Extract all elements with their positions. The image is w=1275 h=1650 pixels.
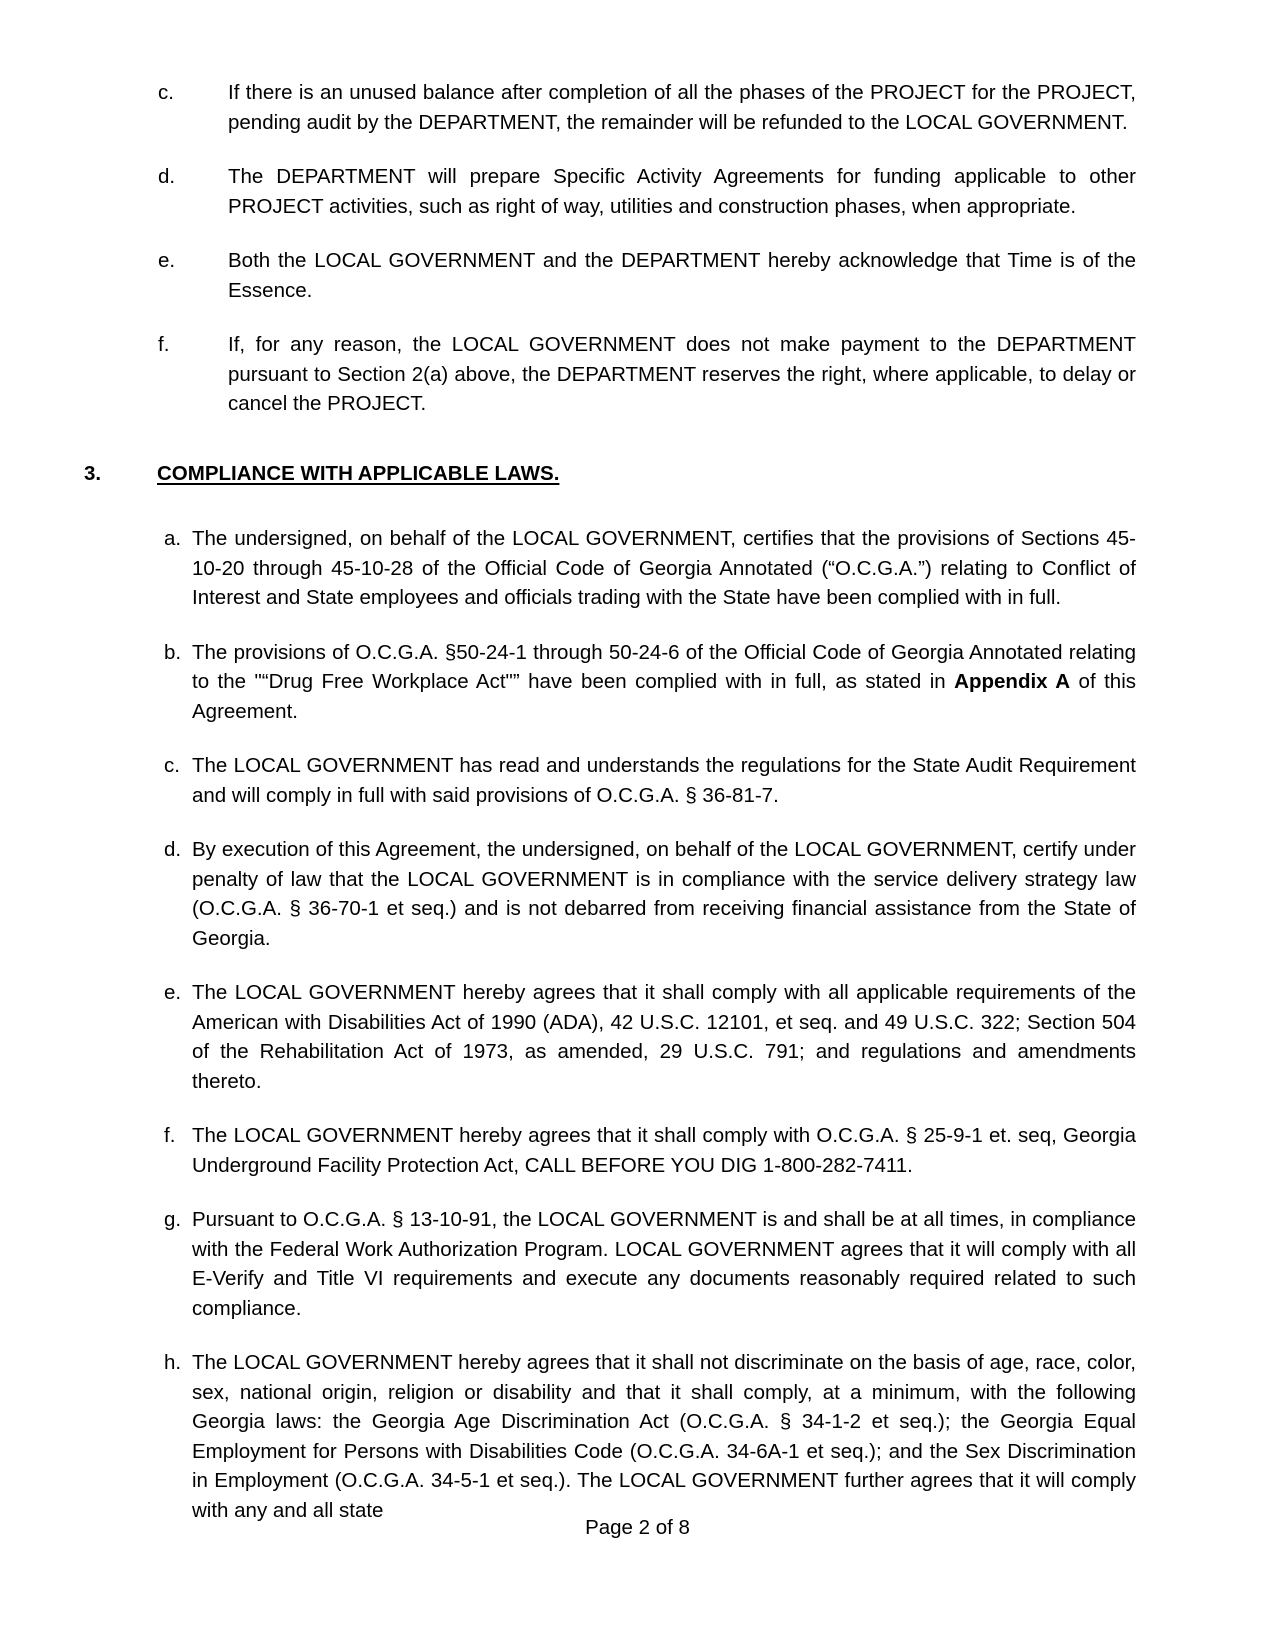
list-item: b. The provisions of O.C.G.A. §50-24-1 through 50-24-6 of the Official Code of Georgia Annotated relating to the "“Drug Free Workplace Act"” have been complied with in full, as stated in Appendix A of this Agreement. [164, 640, 1137, 723]
list-item-text: The LOCAL GOVERNMENT hereby agrees that it shall not discriminate on the basis of age, race, color, sex, national origin, religion or disability and that it shall comply, at a minimum, with the following Georgia laws: the Georgia Age Discrimination Act (O.C.G.A. § 34-1-2 et seq.); the Georgia Equal Employment for Persons with Disabilities Code (O.C.G.A. 34-6A-1 et seq.); and the Sex Discrimination in Employment (O.C.G.A. 34-5-1 et seq.). The LOCAL GOVERNMENT further agrees that it will comply with any and all state [192, 1351, 1136, 1522]
section-number: 3. [84, 461, 102, 485]
list-item-text: The undersigned, on behalf of the LOCAL GOVERNMENT, certifies that the provisions of Sections 45-10-20 through 45-10-28 of the Official Code of Georgia Annotated (“O.C.G.A.”) relating to Conflict of Interest and State employees and officials trading with the State have been complied with in full. [192, 527, 1136, 609]
list-item: g. Pursuant to O.C.G.A. § 13-10-91, the LOCAL GOVERNMENT is and shall be at all times, in compliance with the Federal Work Authorization Program. LOCAL GOVERNMENT agrees that it will comply with all E-Verify and Title VI requirements and execute any documents reasonably required related to such compliance. [164, 1208, 1136, 1320]
list-item: c. The LOCAL GOVERNMENT has read and understands the regulations for the State Audit Requirement and will comply in full with said provisions of O.C.G.A. § 36-81-7. [164, 754, 1136, 807]
list-item: c. If there is an unused balance after completion of all the phases of the PROJECT for the PROJECT, pending audit by the DEPARTMENT, the remainder will be refunded to the LOCAL GOVERNMENT. [158, 81, 1136, 134]
list-item: h. The LOCAL GOVERNMENT hereby agrees that it shall not discriminate on the basis of age, race, color, sex, national origin, religion or disability and that it shall comply, at a minimum, with the following Georgia laws: the Georgia Age Discrimination Act (O.C.G.A. § 34-1-2 et seq.); the Georgia Equal Employment for Persons with Disabilities Code (O.C.G.A. 34-6A-1 et seq.); and the Sex Discrimination in Employment (O.C.G.A. 34-5-1 et seq.). The LOCAL GOVERNMENT further agrees that it will comply with any and all state [164, 1351, 1136, 1522]
appendix-a-reference: Appendix A [954, 670, 1071, 693]
spacer [84, 514, 1136, 524]
list-item-text: If there is an unused balance after completion of all the phases of the PROJECT for the PROJECT, pending audit by the DEPARTMENT, the remainder will be refunded to the LOCAL GOVERNMENT. [228, 81, 1136, 134]
list-item-text: If, for any reason, the LOCAL GOVERNMENT does not make payment to the DEPARTMENT pursuant to Section 2(a) above, the DEPARTMENT reserves the right, where applicable, to delay or cancel the PROJECT. [228, 333, 1136, 415]
section-2-item-list [84, 78, 1136, 419]
list-item-text-before-emphasis: The provisions of O.C.G.A. §50-24-1 through 50-24-6 of the Official Code of Georgia Annotated relating to the "“Drug Free Workplace Act"” have been complied with in full, as stated in [192, 640, 1136, 693]
list-item-text: The LOCAL GOVERNMENT hereby agrees that it shall comply with all applicable requirements of the American with Disabilities Act of 1990 (ADA), 42 U.S.C. 12101, et seq. and 49 U.S.C. 322; Section 504 of the Rehabilitation Act of 1973, as amended, 29 U.S.C. 791; and regulations and amendments thereto. [192, 981, 1136, 1093]
list-item: a. The undersigned, on behalf of the LOCAL GOVERNMENT, certifies that the provisions of Sections 45-10-20 through 45-10-28 of the Official Code of Georgia Annotated (“O.C.G.A.”) relating to Conflict of Interest and State employees and officials trading with the State have been complied with in full. [164, 527, 1136, 609]
page-footer [0, 1513, 1275, 1543]
page-number-label: Page 2 of 8 [585, 1516, 690, 1539]
list-item-text: Pursuant to O.C.G.A. § 13-10-91, the LOCAL GOVERNMENT is and shall be at all times, in compliance with the Federal Work Authorization Program. LOCAL GOVERNMENT agrees that it will comply with all E-Verify and Title VI requirements and execute any documents reasonably required related to such compliance. [192, 1208, 1136, 1320]
spacer [84, 444, 1136, 459]
list-item: e. The LOCAL GOVERNMENT hereby agrees that it shall comply with all applicable requirements of the American with Disabilities Act of 1990 (ADA), 42 U.S.C. 12101, et seq. and 49 U.S.C. 322; Section 504 of the Rehabilitation Act of 1973, as amended, 29 U.S.C. 791; and regulations and amendments thereto. [164, 981, 1136, 1093]
list-item-text: Both the LOCAL GOVERNMENT and the DEPARTMENT hereby acknowledge that Time is of the Essence. [228, 249, 1136, 302]
list-item: d. By execution of this Agreement, the undersigned, on behalf of the LOCAL GOVERNMENT, certify under penalty of law that the LOCAL GOVERNMENT is in compliance with the service delivery strategy law (O.C.G.A. § 36-70-1 et seq.) and is not debarred from receiving financial assistance from the State of Georgia. [164, 838, 1136, 950]
list-item-text: The DEPARTMENT will prepare Specific Activity Agreements for funding applicable to other PROJECT activities, such as right of way, utilities and construction phases, when appropriate. [228, 165, 1136, 218]
list-item-text-after-emphasis: of this Agreement. [192, 670, 1137, 723]
list-item: f. The LOCAL GOVERNMENT hereby agrees that it shall comply with O.C.G.A. § 25-9-1 et. seq, Georgia Underground Facility Protection Act, CALL BEFORE YOU DIG 1-800-282-7411. [164, 1124, 1136, 1177]
section-3-item-list [84, 524, 1136, 1525]
list-item-text: The LOCAL GOVERNMENT has read and understands the regulations for the State Audit Requirement and will comply in full with said provisions of O.C.G.A. § 36-81-7. [192, 754, 1136, 807]
list-item: f. If, for any reason, the LOCAL GOVERNMENT does not make payment to the DEPARTMENT pursuant to Section 2(a) above, the DEPARTMENT reserves the right, where applicable, to delay or cancel the PROJECT. [158, 333, 1136, 415]
list-item: e. Both the LOCAL GOVERNMENT and the DEPARTMENT hereby acknowledge that Time is of the Essence. [158, 249, 1136, 302]
section-title: COMPLIANCE WITH APPLICABLE LAWS. [157, 461, 560, 485]
list-item: d. The DEPARTMENT will prepare Specific Activity Agreements for funding applicable to other PROJECT activities, such as right of way, utilities and construction phases, when appropriate. [158, 165, 1136, 218]
page-content [84, 78, 1136, 1550]
list-item-text: By execution of this Agreement, the undersigned, on behalf of the LOCAL GOVERNMENT, certify under penalty of law that the LOCAL GOVERNMENT is in compliance with the service delivery strategy law (O.C.G.A. § 36-70-1 et seq.) and is not debarred from receiving financial assistance from the State of Georgia. [192, 838, 1136, 950]
section-heading [84, 459, 1136, 489]
list-item-text: The LOCAL GOVERNMENT hereby agrees that it shall comply with O.C.G.A. § 25-9-1 et. seq, Georgia Underground Facility Protection Act, CALL BEFORE YOU DIG 1-800-282-7411. [192, 1124, 1136, 1177]
